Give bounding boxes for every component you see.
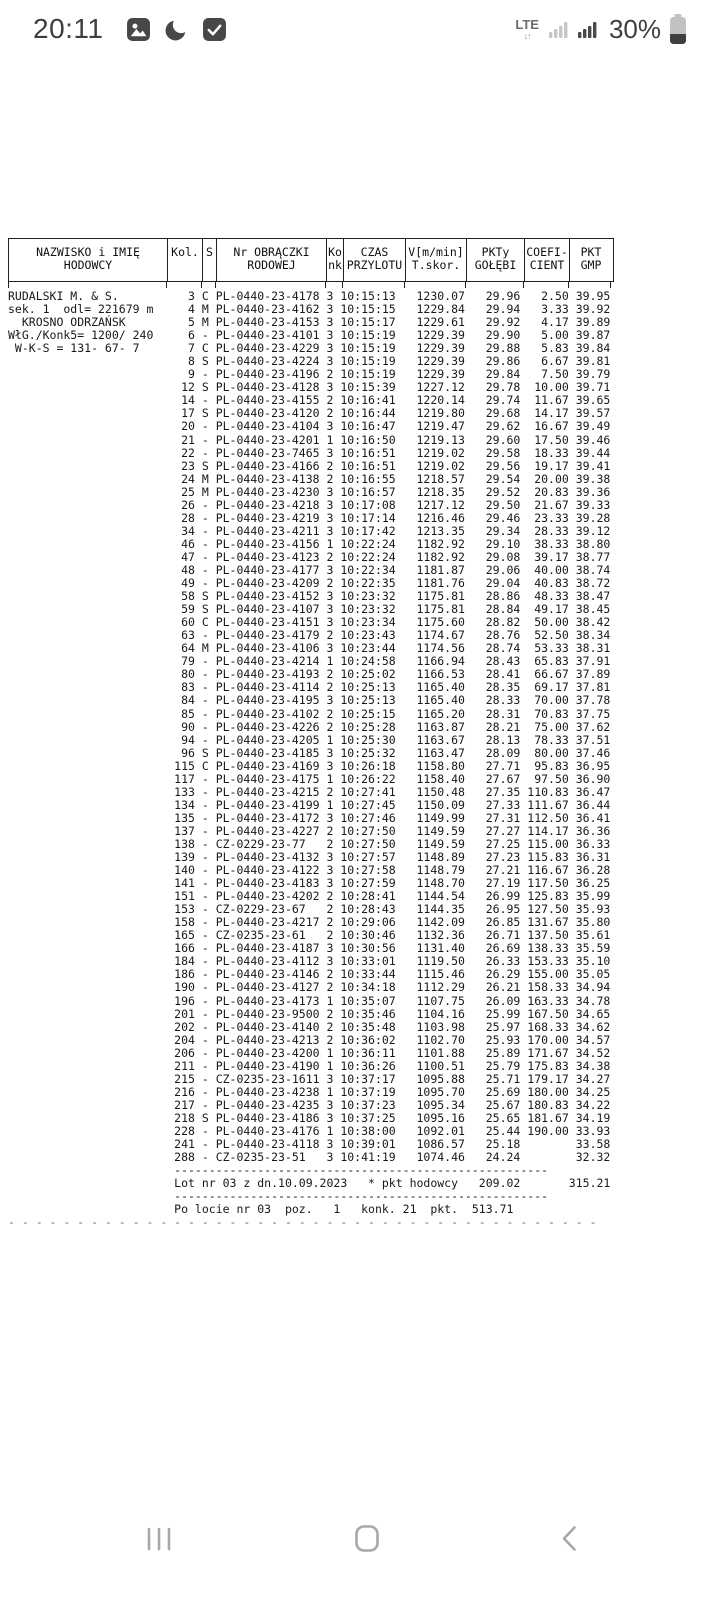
col-header-line1: V[m/min] [408, 245, 464, 259]
table-row: 139 - PL-0440-23-4132 3 10:27:57 1148.89 27.23 115.83 36.31 [8, 850, 611, 865]
separator-line: ------------------------------------------------------ [8, 1189, 549, 1204]
checkbox-icon [202, 17, 227, 42]
table-row: 186 - PL-0440-23-4146 2 10:33:44 1115.46 26.29 155.00 35.05 [8, 967, 611, 982]
table-row: 137 - PL-0440-23-4227 2 10:27:50 1149.59 27.27 114.17 36.36 [8, 823, 611, 838]
signal-weak-icon [549, 21, 570, 38]
col-header-line2: HODOWCY [63, 258, 113, 272]
po-locie-summary-line: Po locie nr 03 poz. 1 konk. 21 pkt. 513.71 [8, 1202, 514, 1217]
table-row: 115 C PL-0440-23-4169 3 10:26:18 1158.80 27.71 95.83 36.95 [8, 758, 611, 773]
recents-button[interactable] [146, 1527, 172, 1554]
home-button[interactable] [355, 1525, 379, 1555]
table-row: 215 - CZ-0235-23-1611 3 10:37:17 1095.88 25.71 179.17 34.27 [8, 1071, 611, 1086]
table-row: 217 - PL-0440-23-4235 3 10:37:23 1095.34 25.67 180.83 34.22 [8, 1097, 611, 1112]
table-row: 166 - PL-0440-23-4187 3 10:30:56 1131.40 26.69 138.33 35.59 [8, 941, 611, 956]
col-header-konk [327, 239, 344, 281]
col-header-s [203, 239, 217, 281]
table-row: WłG./Konk5= 1200/ 240 6 - PL-0440-23-4101 3 10:15:19 1229.39 29.90 5.00 39.87 [8, 328, 611, 343]
table-row: 64 M PL-0440-23-4106 3 10:23:44 1174.56 28.74 53.33 38.31 [8, 641, 611, 656]
table-row: 85 - PL-0440-23-4102 2 10:25:15 1165.20 28.31 70.83 37.75 [8, 706, 611, 721]
table-row: 80 - PL-0440-23-4193 2 10:25:02 1166.53 28.41 66.67 37.89 [8, 667, 611, 682]
table-row: 288 - CZ-0235-23-51 3 10:41:19 1074.46 24.24 32.32 [8, 1150, 611, 1165]
table-row: 47 - PL-0440-23-4123 2 10:22:24 1182.92 29.08 39.17 38.77 [8, 549, 611, 564]
table-row: 48 - PL-0440-23-4177 3 10:22:34 1181.87 29.06 40.00 38.74 [8, 562, 611, 577]
table-row: 59 S PL-0440-23-4107 3 10:23:32 1175.81 28.84 49.17 38.45 [8, 602, 611, 617]
col-header-line1: CZAS [360, 245, 389, 259]
table-row: 28 - PL-0440-23-4219 3 10:17:14 1216.46 29.46 23.33 39.28 [8, 510, 611, 525]
table-row: 135 - PL-0440-23-4172 3 10:27:46 1149.99 27.31 112.50 36.41 [8, 810, 611, 825]
table-row: 23 S PL-0440-23-4166 2 10:16:51 1219.02 29.56 19.17 39.41 [8, 458, 611, 473]
table-body [8, 290, 614, 1164]
status-bar-right [515, 14, 687, 45]
battery-icon [669, 14, 687, 45]
table-row: 206 - PL-0440-23-4200 1 10:36:11 1101.88 25.89 171.67 34.52 [8, 1045, 611, 1060]
table-row: 218 S PL-0440-23-4186 3 10:37:25 1095.16 25.65 181.67 34.19 [8, 1110, 611, 1125]
status-bar [0, 0, 717, 58]
table-row: 140 - PL-0440-23-4122 3 10:27:58 1148.79 27.21 116.67 36.28 [8, 863, 611, 878]
col-header-nr-obraczki [217, 239, 327, 281]
table-row: 79 - PL-0440-23-4214 1 10:24:58 1166.94 28.43 65.83 37.91 [8, 654, 611, 669]
col-header-line2: CIENT [529, 258, 565, 272]
table-row: 46 - PL-0440-23-4156 1 10:22:24 1182.92 29.10 38.33 38.80 [8, 536, 611, 551]
table-row: 83 - PL-0440-23-4114 2 10:25:13 1165.40 28.35 69.17 37.81 [8, 680, 611, 695]
lot-summary-line: Lot nr 03 z dn.10.09.2023 * pkt hodowcy 209.02 315.21 [8, 1176, 611, 1191]
gallery-icon [126, 17, 151, 42]
table-row: 241 - PL-0440-23-4118 3 10:39:01 1086.57 25.18 33.58 [8, 1137, 611, 1152]
table-row: sek. 1 odl= 221679 m 4 M PL-0440-23-4162 3 10:15:15 1229.84 29.94 3.33 39.92 [8, 302, 611, 317]
table-row: 96 S PL-0440-23-4185 3 10:25:32 1163.47 28.09 80.00 37.46 [8, 745, 611, 760]
table-row: 211 - PL-0440-23-4190 1 10:36:26 1100.51 25.79 175.83 34.38 [8, 1058, 611, 1073]
signal-strong-icon [578, 21, 599, 38]
table-row: 49 - PL-0440-23-4209 2 10:22:35 1181.76 29.04 40.83 38.72 [8, 576, 611, 591]
col-header-line1: Ko [328, 245, 342, 259]
clock: 20:11 [33, 13, 104, 44]
recents-icon [146, 1527, 172, 1554]
col-header-line2: T.skor. [411, 258, 461, 272]
table-row: RUDALSKI M. & S. 3 C PL-0440-23-4178 3 10:15:13 1230.07 29.96 2.50 39.95 [8, 289, 611, 303]
col-header-line1: PKTy [481, 245, 510, 259]
battery-percent: 30% [608, 13, 661, 44]
col-header-pkty [467, 239, 525, 281]
lte-label: LTE [515, 16, 539, 32]
table-row: 58 S PL-0440-23-4152 3 10:23:32 1175.81 28.86 48.33 38.47 [8, 589, 611, 604]
col-header-line1: Nr OBRĄCZKI [233, 245, 310, 259]
table-row: 216 - PL-0440-23-4238 1 10:37:19 1095.70 25.69 180.00 34.25 [8, 1084, 611, 1099]
col-header-line2: GOŁĘBI [474, 258, 517, 272]
table-row: 202 - PL-0440-23-4140 2 10:35:48 1103.98 25.97 168.33 34.62 [8, 1019, 611, 1034]
back-icon [561, 1525, 577, 1555]
table-row: 204 - PL-0440-23-4213 2 10:36:02 1102.70 25.93 170.00 34.57 [8, 1032, 611, 1047]
col-header-kol [168, 239, 203, 281]
col-header-line2: GMP [580, 258, 602, 272]
table-row: 134 - PL-0440-23-4199 1 10:27:45 1150.09 27.33 111.67 36.44 [8, 797, 611, 812]
table-row: 60 C PL-0440-23-4151 3 10:23:34 1175.60 28.82 50.00 38.42 [8, 615, 611, 630]
navigation-bar [0, 1510, 717, 1570]
table-row: 138 - CZ-0229-23-77 2 10:27:50 1149.59 27.25 115.00 36.33 [8, 836, 611, 851]
table-row: 14 - PL-0440-23-4155 2 10:16:41 1220.14 29.74 11.67 39.65 [8, 393, 611, 408]
table-row: 133 - PL-0440-23-4215 2 10:27:41 1150.48 27.35 110.83 36.47 [8, 784, 611, 799]
table-row: 20 - PL-0440-23-4104 3 10:16:47 1219.47 29.62 16.67 39.49 [8, 419, 611, 434]
table-row: W-K-S = 131- 67- 7 7 C PL-0440-23-4229 3 10:15:19 1229.39 29.88 5.83 39.84 [8, 341, 611, 356]
table-row: 24 M PL-0440-23-4138 2 10:16:55 1218.57 29.54 20.00 39.38 [8, 471, 611, 486]
col-header-line1: NAZWISKO i IMIĘ [36, 245, 140, 259]
table-row: 151 - PL-0440-23-4202 2 10:28:41 1144.54 26.99 125.83 35.99 [8, 889, 611, 904]
table-row: 184 - PL-0440-23-4112 3 10:33:01 1119.50 26.33 153.33 35.10 [8, 954, 611, 969]
col-header-line1: Kol. [171, 245, 199, 259]
data-arrows-icon: ↓↑ [523, 30, 531, 41]
table-row: 90 - PL-0440-23-4226 2 10:25:28 1163.87 28.21 75.00 37.62 [8, 719, 611, 734]
network-type-indicator [515, 18, 539, 41]
table-row: 8 S PL-0440-23-4224 3 10:15:19 1229.39 29.86 6.67 39.81 [8, 354, 611, 369]
col-header-line1: COEFI- [526, 245, 568, 259]
col-header-line1: PKT [580, 245, 602, 259]
status-bar-left [33, 13, 227, 45]
page-cut-line: - - - - - - - - - - - - - - - - - - - - - - - - - - - - - - - - - - - - - - - - - - - [8, 1215, 597, 1230]
table-row: 158 - PL-0440-23-4217 2 10:29:06 1142.09 26.85 131.67 35.80 [8, 915, 611, 930]
table-row: 153 - CZ-0229-23-67 2 10:28:43 1144.35 26.95 127.50 35.93 [8, 902, 611, 917]
col-header-nazwisko [9, 239, 168, 281]
table-row: 84 - PL-0440-23-4195 3 10:25:13 1165.40 28.33 70.00 37.78 [8, 693, 611, 708]
col-header-line2: PRZYLOTU [346, 258, 403, 272]
table-row: 34 - PL-0440-23-4211 3 10:17:42 1213.35 29.34 28.33 39.12 [8, 523, 611, 538]
table-row: 21 - PL-0440-23-4201 1 10:16:50 1219.13 29.60 17.50 39.46 [8, 432, 611, 447]
table-row: 141 - PL-0440-23-4183 3 10:27:59 1148.70 27.19 117.50 36.25 [8, 876, 611, 891]
col-header-pkt-gmp [570, 239, 612, 281]
moon-icon [164, 17, 189, 42]
table-row: 196 - PL-0440-23-4173 1 10:35:07 1107.75 26.09 163.33 34.78 [8, 993, 611, 1008]
table-row: 201 - PL-0440-23-9500 2 10:35:46 1104.16 25.99 167.50 34.65 [8, 1006, 611, 1021]
table-row: 228 - PL-0440-23-4176 1 10:38:00 1092.01 25.44 190.00 33.93 [8, 1124, 611, 1138]
col-header-coefficient [525, 239, 570, 281]
table-row: 9 - PL-0440-23-4196 2 10:15:19 1229.39 29.84 7.50 39.79 [8, 367, 611, 382]
col-header-v [406, 239, 467, 281]
col-header-line2: nk [328, 258, 342, 272]
col-header-line1: S [206, 245, 213, 259]
col-header-line2: RODOWEJ [247, 258, 296, 272]
table-row: 165 - CZ-0235-23-61 2 10:30:46 1132.36 26.71 137.50 35.61 [8, 928, 611, 943]
back-button[interactable] [561, 1525, 577, 1555]
table-row: 22 - PL-0440-23-7465 3 10:16:51 1219.02 29.58 18.33 39.44 [8, 445, 611, 460]
table-row: 25 M PL-0440-23-4230 3 10:16:57 1218.35 29.52 20.83 39.36 [8, 484, 611, 499]
table-row: 17 S PL-0440-23-4120 2 10:16:44 1219.80 29.68 14.17 39.57 [8, 406, 611, 421]
results-document [8, 238, 614, 1229]
table-row: 26 - PL-0440-23-4218 3 10:17:08 1217.12 29.50 21.67 39.33 [8, 497, 611, 512]
header-column-ticks [8, 282, 614, 288]
table-header-row [8, 238, 614, 282]
home-icon [355, 1525, 379, 1555]
table-row: 190 - PL-0440-23-4127 2 10:34:18 1112.29 26.21 158.33 34.94 [8, 980, 611, 995]
table-row: 12 S PL-0440-23-4128 3 10:15:39 1227.12 29.78 10.00 39.71 [8, 380, 611, 395]
table-row: 63 - PL-0440-23-4179 2 10:23:43 1174.67 28.76 52.50 38.34 [8, 628, 611, 643]
table-row: 94 - PL-0440-23-4205 1 10:25:30 1163.67 28.13 78.33 37.51 [8, 732, 611, 747]
table-row: 117 - PL-0440-23-4175 1 10:26:22 1158.40 27.67 97.50 36.90 [8, 771, 611, 786]
col-header-czas [344, 239, 406, 281]
separator-line: ------------------------------------------------------ [8, 1163, 549, 1178]
table-row: KROSNO ODRZAŃSK 5 M PL-0440-23-4153 3 10:15:17 1229.61 29.92 4.17 39.89 [8, 315, 611, 330]
